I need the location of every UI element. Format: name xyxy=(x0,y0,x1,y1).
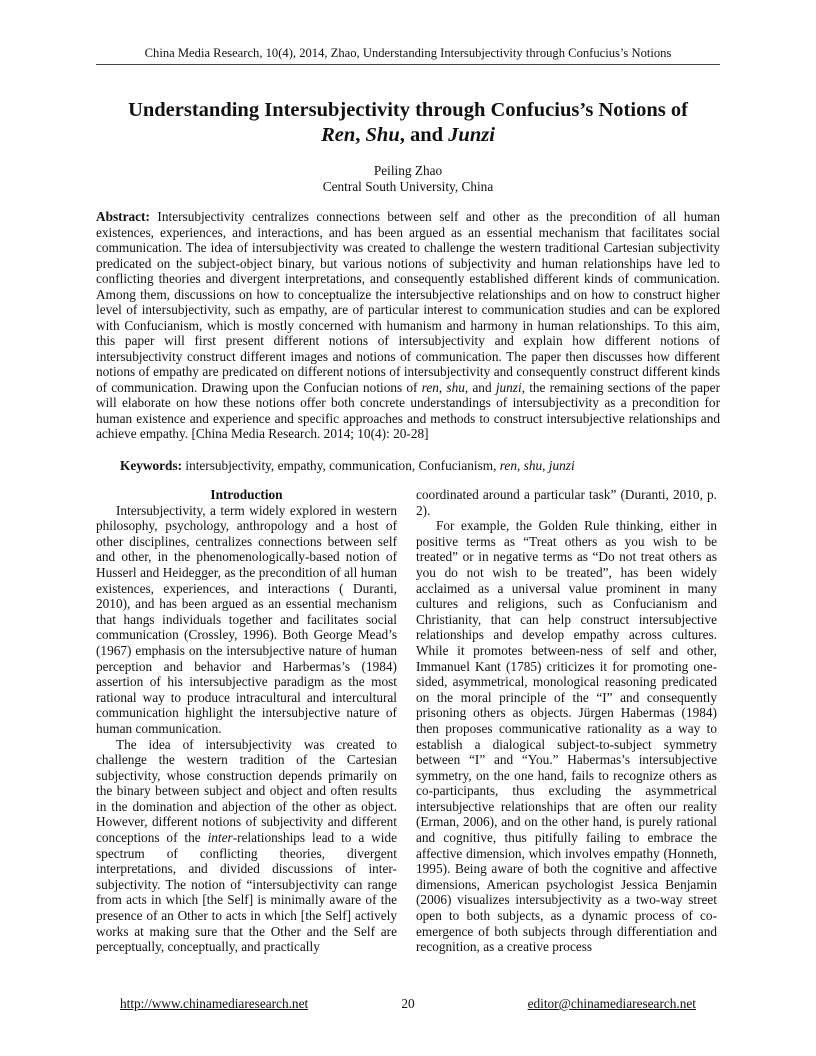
abstract-sep-1: , xyxy=(438,379,447,395)
abstract-shu: shu xyxy=(446,379,465,395)
page-number: 20 xyxy=(401,996,415,1011)
keywords xyxy=(120,458,720,474)
paragraph-3: For example, the Golden Rule thinking, either in positive terms as “Treat others as you wish to be treated” or in negative terms as “Do not treat others as you do not wish to be treated”, has been widely acclaimed as a universal value prominent in many cultures and religions, such as Confucianism and Christianity, that can help construct intersubjective relationships and develop empathy across cultures. While it promotes between-ness of self and other, Immanuel Kant (1785) criticizes it for promoting one-sided, asymmetrical, monological reasoning predicated on the moral principle of the “I” and consequently prisoning others as objects. Jürgen Habermas (1984) then proposes communicative rationality as a way to establish a dialogical subject-to-subject symmetry between “I” and “You.” Habermas’s intersubjective symmetry, on the one hand, fails to recognize others as co-participants, thus excluding the asymmetrical intersubjective relationships that are often our reality (Erman, 2006), and on the other hand, is purely rational and cognitive, thus pitifully failing to embrace the affective dimension, which involves empathy (Honneth, 1995). Being aware of both the cognitive and affective dimensions, American psychologist Jessica Benjamin (2006) visualizes intersubjectivity as a two-way street open to both subjects, as a dynamic process of co-emergence of both subjects through differentiation and recognition, as a creative process xyxy=(416,518,717,955)
keyword-junzi: junzi xyxy=(548,458,575,473)
abstract-sep-2: , and xyxy=(464,379,496,395)
keywords-sep-1: , xyxy=(516,458,524,473)
header-rule xyxy=(96,64,720,65)
title-junzi: Junzi xyxy=(448,124,495,146)
author-name: Peiling Zhao xyxy=(373,163,443,178)
right-column xyxy=(416,487,717,955)
keywords-text: intersubjectivity, empathy, communication, Confucianism, xyxy=(182,458,500,473)
keywords-label: Keywords: xyxy=(120,458,183,473)
left-column xyxy=(96,487,397,955)
keyword-ren: ren xyxy=(499,458,517,473)
author-block xyxy=(96,163,720,194)
abstract-label: Abstract: xyxy=(96,209,150,224)
paper-title xyxy=(96,98,720,148)
section-heading-introduction: Introduction xyxy=(210,487,283,502)
running-head: China Media Research, 10(4), 2014, Zhao, Understanding Intersubjectivity through Confucius’s Notions xyxy=(144,46,672,60)
abstract-ren: ren xyxy=(421,379,439,395)
abstract-text-b: , the remaining sections of the paper will elaborate on how these notions offer both concrete understandings of intersubjectivity as a precondition for human existence and experience and specific approaches and methods to construct intersubjective relationships and achieve empathy. [China Media Research. 2014; 10(4): 20-28] xyxy=(96,379,721,441)
title-sep-2: , and xyxy=(399,124,449,146)
paragraph-2-emphasis: inter xyxy=(207,830,233,846)
title-line-1: Understanding Intersubjectivity through Confucius’s Notions of xyxy=(128,99,688,121)
abstract-junzi: junzi xyxy=(495,379,522,395)
abstract-text-a: Intersubjectivity centralizes connections between self and other as the precondition of all human existences, experiences, and interactions, and has been argued as an essential mechanism that facilitates social communication. The idea of intersubjectivity was created to challenge the western traditional Cartesian subjectivity predicated on the subject-object binary, but various notions of subjectivity and human relationships have led to conflicting theories and divergent interpretations, and consequently established different kinds of communication. Among them, discussions on how to conceptualize the intersubjective relationships and on how to construct higher level of intersubjectivity, such as empathy, are of particular interest to communication studies and can be explored with Confucianism, which is mostly concerned with humanism and harmony in human relationships. To this aim, this paper will first present different notions of intersubjectivity and explain how different notions of intersubjectivity construct different images and notions of communication. The paper then discusses how different notions of empathy are predicated on different notions of intersubjectivity and consequently construct different kinds of communication. Drawing upon the Confucian notions of xyxy=(96,209,720,395)
keywords-sep-2: , xyxy=(542,458,549,473)
paragraph-2-text-a: The idea of intersubjectivity was created to challenge the western tradition of the Cartesian subjectivity, whose construction depends primarily on the binary between subject and object and often results in the domination and abjection of the other as object. However, different notions of subjectivity and different conceptions of the xyxy=(96,736,397,846)
footer-website-link[interactable]: http://www.chinamediaresearch.net xyxy=(120,996,309,1011)
paragraph-2-continued: coordinated around a particular task” (Duranti, 2010, p. 2). xyxy=(416,487,717,518)
title-ren: Ren xyxy=(321,124,356,146)
footer-email-link[interactable]: editor@chinamediaresearch.net xyxy=(527,996,696,1011)
title-sep-1: , xyxy=(355,124,366,146)
paragraph-2-text-b: -relationships lead to a wide spectrum of conflicting theories, divergent interpretations, and divided discussions of inter-subjectivity. The notion of “intersubjectivity can range from acts in which [the Self] is minimally aware of the presence of an Other to acts in which [the Self] actively works at making sure that the Other and the Self are perceptually, conceptually, and practically xyxy=(96,830,397,955)
author-affiliation: Central South University, China xyxy=(322,178,494,194)
paragraph-2 xyxy=(96,737,397,955)
keyword-shu: shu xyxy=(523,458,543,473)
title-shu: Shu xyxy=(365,124,400,146)
page-footer xyxy=(96,996,720,1012)
abstract xyxy=(96,209,720,442)
paragraph-1: Intersubjectivity, a term widely explored in western philosophy, psychology, anthropology and a host of other disciplines, centralizes connections between self and other, in the phenomenologically-based notion of Husserl and Heidegger, as the precondition of all human existences, experiences, and interactions ( Duranti, 2010), and has been argued as an essential mechanism that hangs individuals together and facilitates social communication (Crossley, 1996). Both George Mead’s (1967) emphasis on the intersubjective nature of human perception and behavior and Harbermas’s (1984) assertion of his intersubjective paradigm as the most rational way to produce intracultural and intercultural communication highlight the intersubjective nature of human communication. xyxy=(96,502,397,736)
